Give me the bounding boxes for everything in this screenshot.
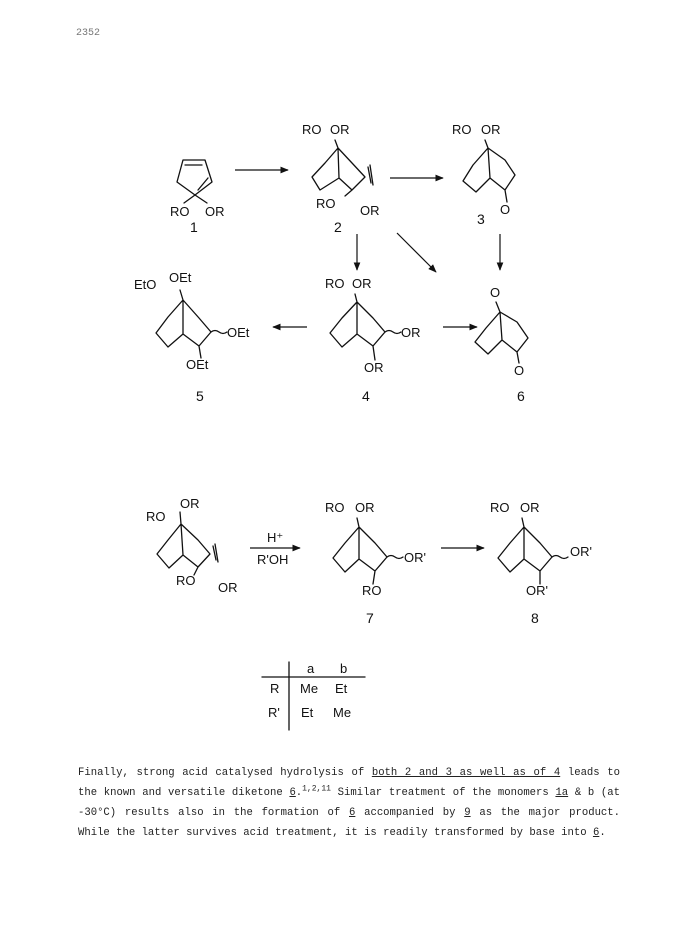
para-text: . [599, 827, 606, 839]
c4-label-ro: RO [325, 276, 345, 291]
c1-label-or: OR [205, 204, 225, 219]
c6-label-o-top: O [490, 285, 501, 300]
c2-label-or-bottom: OR [360, 203, 380, 218]
page-number: 2352 [76, 28, 101, 39]
compound-1 [170, 160, 225, 235]
compound-8 [490, 500, 592, 626]
para-text: as the major product. While the latter survives acid treatment, it is readily transformed by base into [78, 807, 620, 839]
c3-label-ro: RO [452, 122, 472, 137]
c4-number: 4 [362, 388, 370, 404]
citation-refs: 1,2,11 [302, 784, 331, 794]
c7-label-or-prime: OR' [404, 550, 426, 565]
arrow-2-to-6 [397, 233, 436, 272]
c1-label-ro: RO [170, 204, 190, 219]
para-text: leads to the known and versatile diketone [78, 767, 621, 799]
c7-label-ro: RO [325, 500, 345, 515]
c5-label-oet-top: OEt [169, 270, 192, 285]
c4-label-or-wavy: OR [401, 325, 421, 340]
compound-ref-1a: 1a [555, 787, 569, 799]
table-header-b: b [340, 661, 348, 676]
c5-number: 5 [196, 388, 204, 404]
para-text: Finally, strong acid catalysed hydrolysis of [78, 767, 372, 779]
c8-label-or-prime-wavy: OR' [570, 544, 592, 559]
compound-ref-6: 6 [349, 807, 356, 819]
c3-label-o: O [500, 202, 511, 217]
compound-ref-6: 6 [592, 827, 600, 839]
para-underlined-ref: both 2 and 3 as well as of 4 [371, 767, 561, 779]
body-paragraph: Finally, strong acid catalysed hydrolysis of both 2 and 3 as well as of 4 leads to the known and versatile diketone 6.$^{1,2,11}$ Similar treatment of the monomers 1a & b (at -30°C) results also in the formation of 6 accompanied by 9 as the major product. While the latter survives acid treatment, it is readily transformed by base into 6. [78, 767, 621, 839]
compound-7 [325, 500, 426, 626]
s2-label-or-top: OR [180, 496, 200, 511]
compound-ref-9: 9 [464, 807, 471, 819]
reagent-alcohol: R'OH [257, 552, 289, 567]
c3-label-or: OR [481, 122, 501, 137]
c7-number: 7 [366, 610, 374, 626]
c2-number: 2 [334, 219, 342, 235]
table-cell-rprime-b: Me [333, 705, 352, 720]
c8-label-or-prime-bottom: OR' [526, 583, 548, 598]
c2-label-ro-top: RO [302, 122, 322, 137]
c4-label-or: OR [352, 276, 372, 291]
c4-label-or-bottom: OR [364, 360, 384, 375]
compound-ref-6: 6 [289, 787, 296, 799]
compound-6 [475, 285, 528, 404]
acid-arrow [250, 530, 300, 567]
c3-number: 3 [477, 211, 485, 227]
compound-2-lower [146, 496, 238, 595]
table-cell-r-a: Me [300, 681, 319, 696]
c2-label-or-top: OR [330, 122, 350, 137]
para-text: Similar treatment of the monomers [330, 787, 556, 799]
compound-5 [134, 270, 250, 404]
table-row-rprime-label: R' [268, 705, 280, 720]
table-cell-rprime-a: Et [301, 705, 314, 720]
compound-4 [325, 276, 421, 404]
c5-label-oet-wavy: OEt [227, 325, 250, 340]
s2-label-ro-top: RO [146, 509, 166, 524]
c1-number: 1 [190, 219, 198, 235]
substituent-table [262, 661, 365, 730]
c7-label-ro-bottom: RO [362, 583, 382, 598]
compound-2 [302, 122, 380, 235]
compound-3 [452, 122, 515, 227]
table-cell-r-b: Et [335, 681, 348, 696]
c8-label-ro: RO [490, 500, 510, 515]
c6-number: 6 [517, 388, 525, 404]
c2-label-ro-bottom: RO [316, 196, 336, 211]
table-header-a: a [307, 661, 315, 676]
c5-label-eto: EtO [134, 277, 157, 292]
para-text: accompanied by [355, 807, 465, 819]
s2-label-or-bottom: OR [218, 580, 238, 595]
c8-number: 8 [531, 610, 539, 626]
reagent-acid: H⁺ [267, 530, 284, 545]
s2-label-ro-bottom: RO [176, 573, 196, 588]
c6-label-o-bottom: O [514, 363, 525, 378]
c7-label-or: OR [355, 500, 375, 515]
c8-label-or: OR [520, 500, 540, 515]
c5-label-oet-bottom: OEt [186, 357, 209, 372]
table-row-r-label: R [270, 681, 280, 696]
para-text: & b (at -30°C) results also in the formation of [78, 787, 620, 819]
